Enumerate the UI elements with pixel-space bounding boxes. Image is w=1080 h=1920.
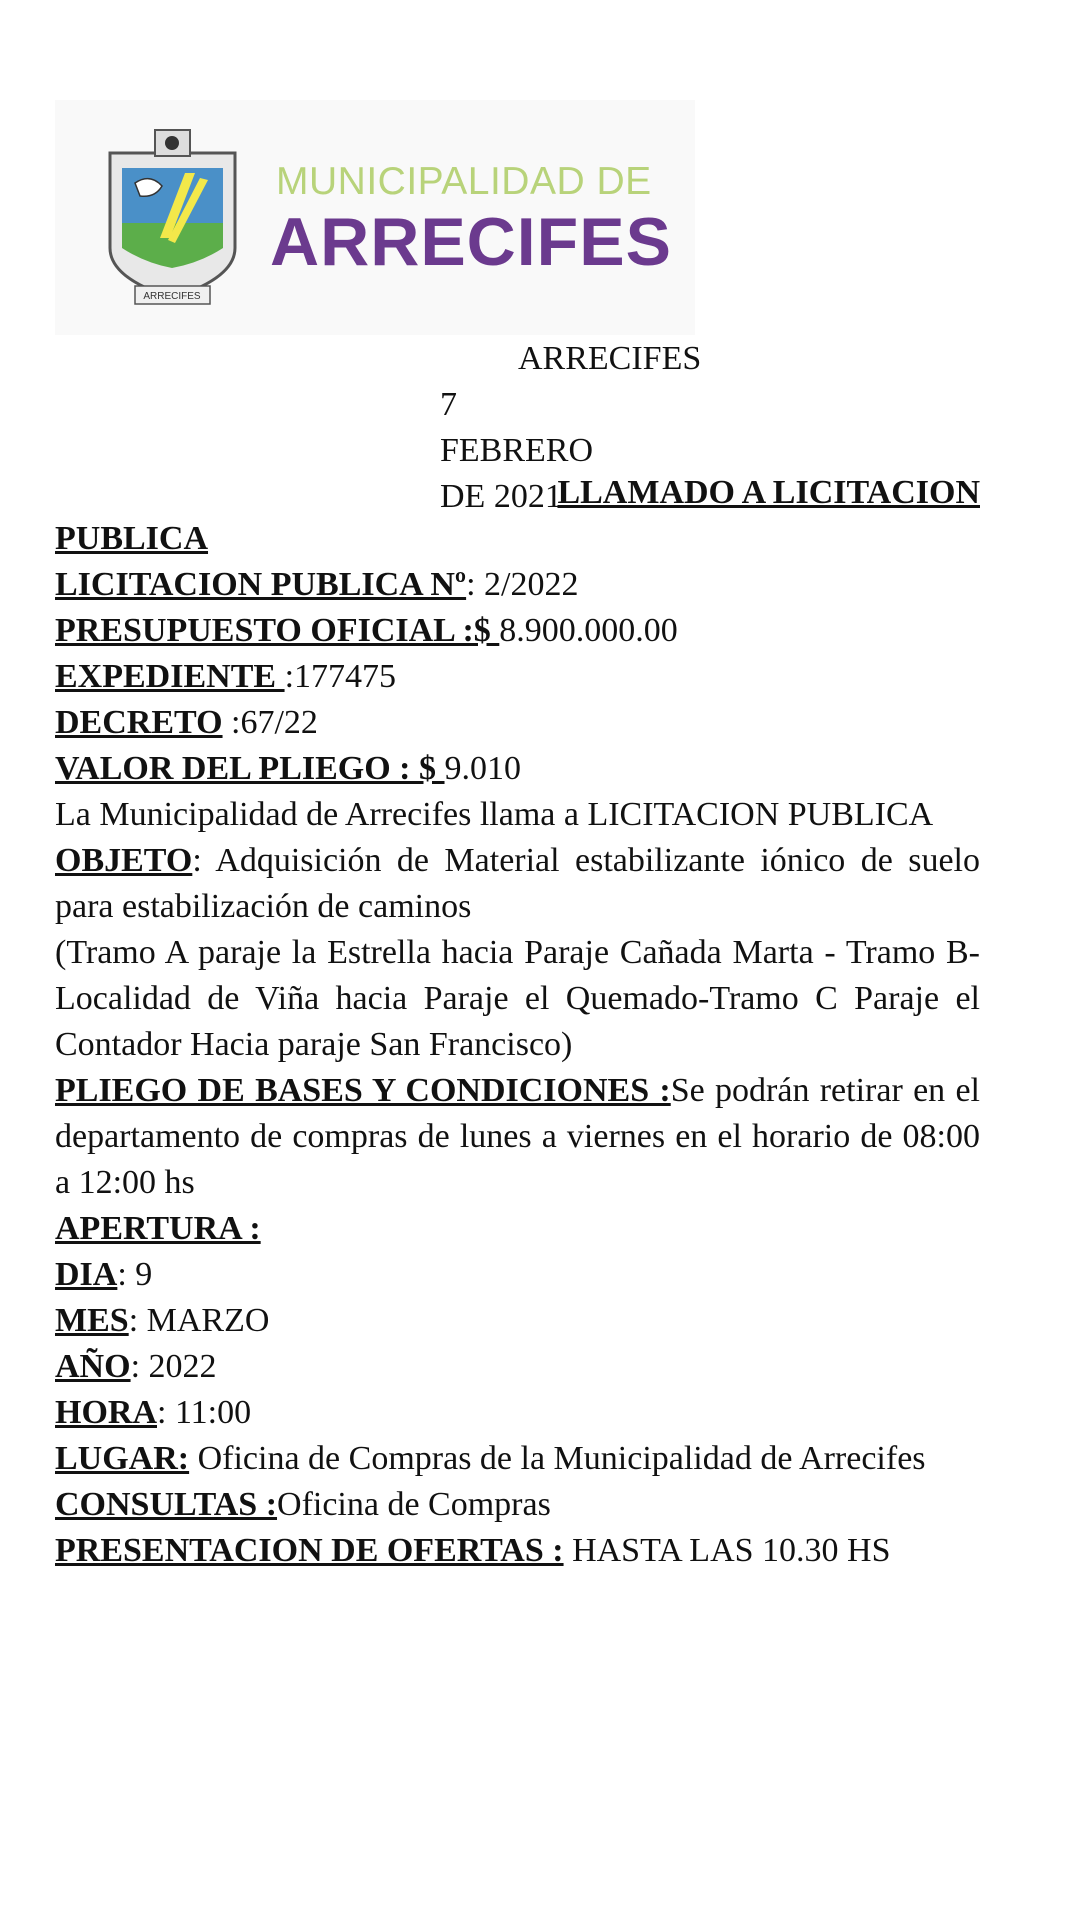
decreto-value: :67/22 [222,704,318,741]
apertura-label: APERTURA : [55,1210,261,1247]
lugar-value: Oficina de Compras de la Municipalidad de Arrecifes [189,1440,926,1477]
anio-row [55,1344,980,1390]
licitacion-label: LICITACION PUBLICA Nº [55,566,467,603]
objeto-text: : Adquisición de Material estabilizante iónico de suelo para estabilización de caminos [55,842,980,925]
anio-value: : 2022 [130,1348,217,1385]
presentacion-value: HASTA LAS 10.30 HS [563,1532,891,1569]
anio-label: AÑO [55,1348,131,1385]
intro-paragraph: La Municipalidad de Arrecifes llama a LICITACION PUBLICA [55,796,934,833]
lugar-paragraph [55,1436,980,1482]
pliego-label: PLIEGO DE BASES Y CONDICIONES : [55,1072,671,1109]
expediente-value: :177475 [284,658,397,695]
hora-value: : 11:00 [157,1394,252,1431]
valor-label: VALOR DEL PLIEGO : $ [55,750,445,787]
objeto-paragraph [55,838,980,930]
licitacion-value: : 2/2022 [466,566,579,603]
objeto-detail: (Tramo A paraje la Estrella hacia Paraje Cañada Marta - Tramo B-Localidad de Viña hacia Paraje el Quemado-Tramo C Paraje el Contador Hacia paraje San Francisco) [55,934,980,1063]
decreto-row [55,700,980,746]
municipality-logo [55,100,695,335]
mes-label: MES [55,1302,129,1339]
coat-of-arms-icon [100,128,245,308]
dia-value: : 9 [117,1256,153,1293]
mes-row [55,1298,980,1344]
objeto-label: OBJETO [55,842,193,879]
document-body [55,470,980,1574]
valor-row [55,746,980,792]
consultas-value: Oficina de Compras [277,1486,551,1523]
pliego-text: Se podrán retirar en el departamento de compras de lunes a viernes en el horario de 08:00 a 12:00 hs [55,1072,980,1201]
heading-line-2: PUBLICA [55,520,209,557]
presupuesto-label: PRESUPUESTO OFICIAL :$ [55,612,500,649]
expediente-label: EXPEDIENTE [55,658,285,695]
presupuesto-row [55,608,980,654]
heading-line-1: LLAMADO A LICITACION [557,474,980,511]
hora-label: HORA [55,1394,157,1431]
hora-row [55,1390,980,1436]
logo-line-2: ARRECIFES [270,204,672,280]
valor-value: 9.010 [444,750,522,787]
presentacion-paragraph [55,1528,980,1574]
pliego-paragraph [55,1068,980,1206]
decreto-label: DECRETO [55,704,223,741]
lugar-label: LUGAR: [55,1440,190,1477]
dia-label: DIA [55,1256,118,1293]
presupuesto-value: 8.900.000.00 [499,612,678,649]
mes-value: : MARZO [128,1302,270,1339]
consultas-row [55,1482,980,1528]
presentacion-label: PRESENTACION DE OFERTAS : [55,1532,564,1569]
dia-row [55,1252,980,1298]
licitacion-row [55,562,980,608]
document-date: ARRECIFES 7 FEBRERO DE 2021 [440,340,702,515]
consultas-label: CONSULTAS : [55,1486,278,1523]
logo-line-1: MUNICIPALIDAD DE [276,160,652,203]
expediente-row [55,654,980,700]
shield-label: ARRECIFES [143,291,201,302]
